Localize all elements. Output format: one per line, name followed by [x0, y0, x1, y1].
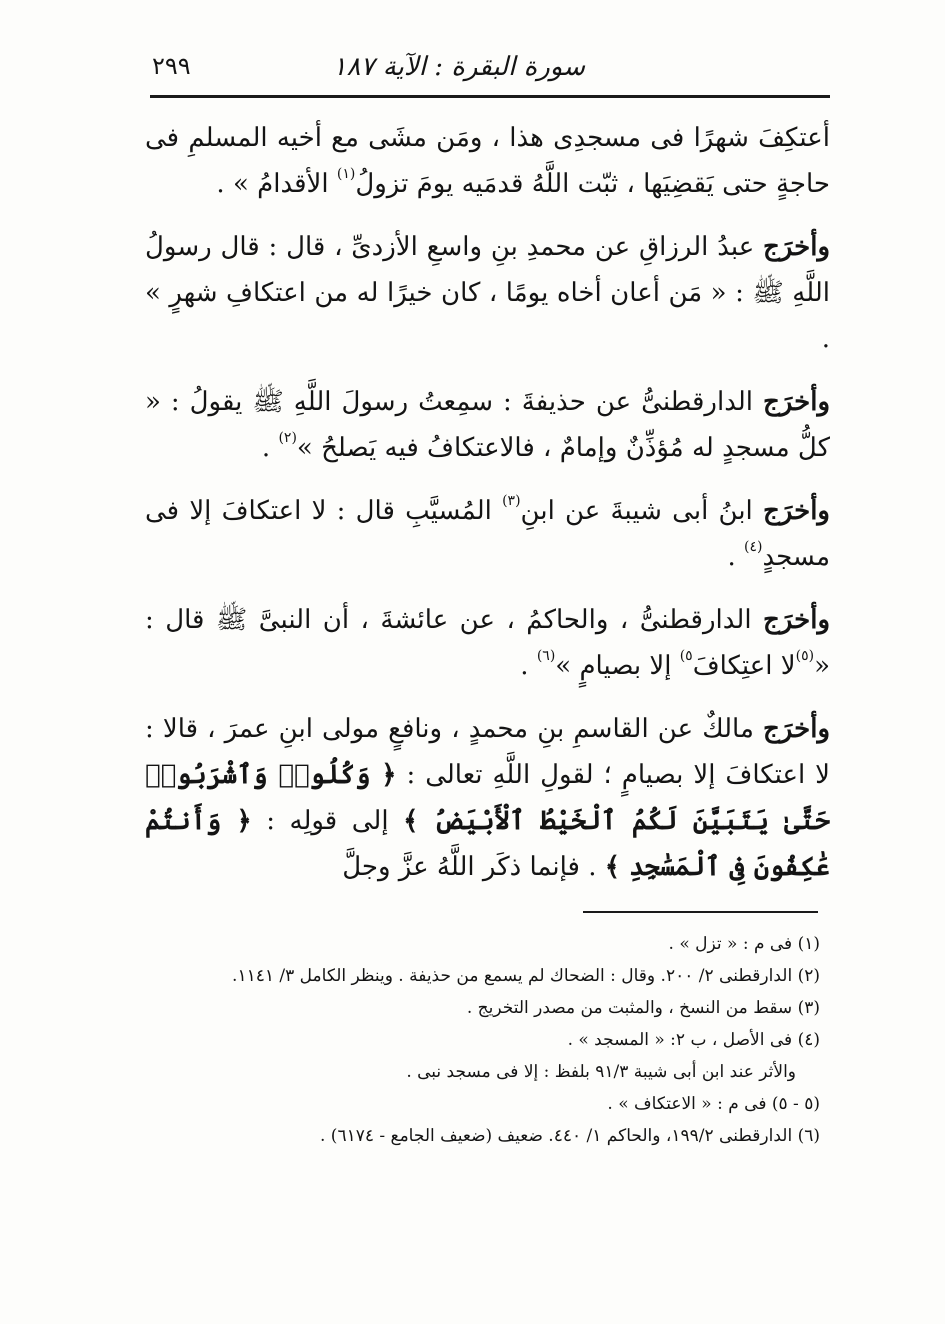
page-number: ٢٩٩ — [152, 52, 191, 80]
paragraph-text: الدارقطنىُّ عن حذيفةَ : سمِعتُ رسولَ اللَّهِ ﷺ يقولُ : « كلُّ مسجدٍ له مُؤذِّنٌ وإمامٌ ، فالاعتكافُ فيه يَصلحُ » — [145, 387, 830, 463]
running-header — [150, 50, 830, 90]
paragraph-text: إلى قولِه : — [251, 806, 404, 836]
footnote-marker: (٥) — [795, 648, 815, 665]
paragraph-lead: وأخرَج — [763, 232, 830, 262]
paragraph-3 — [145, 379, 830, 471]
header-rule — [150, 95, 830, 98]
paragraph-text: عبدُ الرزاقِ عن محمدِ بنِ واسعِ الأزدىِّ ، قال : قال رسولُ اللَّهِ ﷺ : « مَن أعان أخاه يومًا ، كان خيرًا له من اعتكافِ شهرٍ » . — [145, 232, 830, 354]
paragraph-lead: وأخرَج — [763, 496, 830, 526]
paragraph-text: إلا بصيامٍ » — [555, 651, 680, 681]
paragraph-lead: وأخرَج — [763, 714, 830, 744]
footnote-4-continuation: والأثر عند ابن أبى شيبة ٩١/٣ بلفظ : إلا فى مسجد نبى . — [406, 1062, 796, 1082]
paragraph-text: الدارقطنىُّ ، والحاكمُ ، عن عائشةَ ، أن النبىَّ ﷺ قال : « — [145, 605, 830, 681]
paragraph-text: . — [261, 433, 279, 463]
running-title: سورة البقرة : الآية ١٨٧ — [332, 52, 585, 82]
paragraph-4 — [145, 488, 830, 580]
paragraph-5 — [145, 597, 830, 689]
body-text — [145, 115, 830, 907]
footnote-marker: ٥) — [679, 648, 693, 665]
paragraph-6 — [145, 706, 830, 890]
paragraph-text: المُسيَّبِ قال : لا اعتكافَ إلا فى مسجدٍ — [145, 496, 830, 572]
paragraph-text: . فإنما ذكَر اللَّهُ عزَّ وجلَّ — [342, 852, 605, 882]
footnote-marker: (٣) — [502, 493, 521, 510]
paragraph-text: ابنُ أبى شيبةَ عن ابنِ — [520, 496, 763, 526]
paragraph-text: . — [727, 542, 744, 572]
footnote-6: (٦) الدارقطنى ١٩٩/٢، والحاكم ١/ ٤٤٠. ضعيف (ضعيف الجامع - ٦١٧٤) . — [319, 1126, 820, 1146]
footnote-marker: (١) — [336, 166, 356, 183]
paragraph-lead: وأخرَج — [763, 605, 830, 635]
footnotes — [140, 928, 820, 1152]
footnote-4: (٤) فى الأصل ، ب ٢: « المسجد » . — [567, 1030, 820, 1050]
paragraph-text: مالكٌ عن القاسمِ بنِ محمدٍ ، ونافعٍ مولى ابنِ عمرَ ، قالا : لا اعتكافَ إلا بصيامٍ ؛ لقولِ اللَّهِ تعالى : — [145, 714, 831, 790]
quran-verse: ﴿ وَكُلُوا۟ وَٱشْرَبُوا۟ حَتَّىٰ يَتَبَيَّنَ لَكُمُ ٱلْخَيْطُ ٱلْأَبْيَضُ ﴾ — [145, 760, 831, 836]
footnote-2: (٢) الدارقطنى ٢/ ٢٠٠. وقال : الضحاك لم يسمع من حذيفة . وينظر الكامل ٣/ ١١٤١. — [232, 966, 820, 986]
footnote-marker: (٤) — [743, 539, 763, 556]
paragraph-2 — [145, 224, 830, 362]
paragraph-1 — [145, 115, 830, 207]
paragraph-text: الأقدامُ » . — [216, 169, 337, 199]
footnote-marker: (٢) — [278, 430, 297, 447]
footnote-marker: (٦) — [536, 648, 556, 665]
paragraph-text: . — [520, 651, 537, 681]
paragraph-text: لا اعتِكافَ — [692, 651, 796, 681]
footnote-rule — [583, 911, 818, 913]
footnote-1: (١) فى م : « تزل » . — [668, 934, 820, 954]
footnote-3: (٣) سقط من النسخ ، والمثبت من مصدر التخريج . — [466, 998, 820, 1018]
quran-verse: ﴿ وَأَنتُمْ عَٰكِفُونَ فِى ٱلْمَسَٰجِدِ ﴾ — [145, 806, 830, 882]
paragraph-text: أعتكِفَ شهرًا فى مسجدِى هذا ، ومَن مشَى مع أخيه المسلمِ فى حاجةٍ حتى يَقضِيَها ، ثبّت اللَّهُ قدمَيه يومَ تزولُ — [145, 123, 830, 199]
footnote-5: (٥ - ٥) فى م : « الاعتكاف » . — [607, 1094, 820, 1114]
paragraph-lead: وأخرَج — [763, 387, 830, 417]
